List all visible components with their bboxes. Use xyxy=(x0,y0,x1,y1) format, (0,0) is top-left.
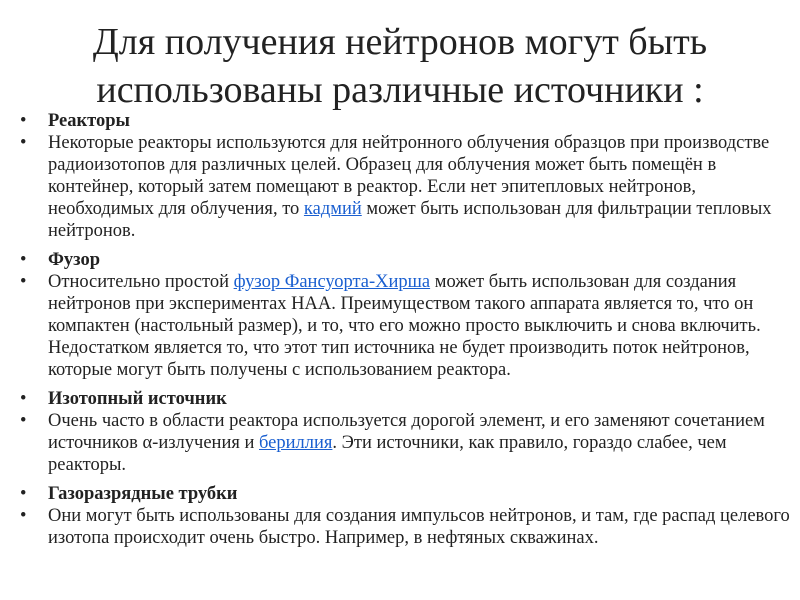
link-farnsworth-hirsch-fusor[interactable]: фузор Фансуорта-Хирша xyxy=(233,272,431,292)
body-text: может быть использован для создания нейтронов при экспериментах НАА. Преимуществом такого аппарата является то, что он компактен (настольный размер), и то, что его можно просто выключить и снова включить. Недостатком является то, что этот тип источника не будет производить поток нейтронов, которые могут быть получены с использованием реактора. xyxy=(48,272,761,380)
section-heading-discharge-tubes xyxy=(20,483,790,505)
body-text: Очень часто в области реактора используется дорогой элемент, и его заменяют сочетанием источников α-излучения и xyxy=(48,411,765,453)
section-body-discharge-tubes xyxy=(20,505,790,549)
section-heading-reactors xyxy=(20,110,790,132)
bullet-icon: • xyxy=(20,133,27,153)
body-text: . Эти источники, как правило, гораздо слабее, чем реакторы. xyxy=(48,433,727,475)
section-heading-text: Реакторы xyxy=(48,111,131,131)
body-text: может быть использован для фильтрации тепловых нейтронов. xyxy=(48,199,772,241)
slide-title-line-2: использованы различные источники : xyxy=(96,69,704,111)
link-beryllium[interactable]: бериллия xyxy=(259,433,333,453)
section-heading-isotope-source xyxy=(20,388,790,410)
slide-title-line-1: Для получения нейтронов могут быть xyxy=(92,21,708,63)
section-body-fusor xyxy=(20,271,790,381)
body-text: Они могут быть использованы для создания импульсов нейтронов, и там, где распад целевого изотопа происходит очень быстро. Например, в нефтяных скважинах. xyxy=(48,506,790,548)
section-heading-text: Изотопный источник xyxy=(48,389,227,409)
section-heading-text: Фузор xyxy=(48,250,101,270)
section-body-reactors xyxy=(20,132,790,242)
bullet-icon: • xyxy=(20,111,27,131)
link-cadmium[interactable]: кадмий xyxy=(303,199,362,219)
section-body-isotope-source xyxy=(20,410,790,476)
bullet-icon: • xyxy=(20,272,27,292)
body-text: Относительно простой xyxy=(48,272,234,292)
slide-title xyxy=(0,0,800,114)
source-list xyxy=(20,110,790,549)
bullet-icon: • xyxy=(20,411,27,431)
section-heading-text: Газоразрядные трубки xyxy=(48,484,238,504)
bullet-icon: • xyxy=(20,506,27,526)
section-heading-fusor xyxy=(20,249,790,271)
bullet-icon: • xyxy=(20,484,27,504)
body-text: Некоторые реакторы используются для нейтронного облучения образцов при производстве радиоизотопов для различных целей. Образец для облучения может быть помещён в контейнер, который затем помещают в реактор. Если нет эпитепловых нейтронов, необходимых для облучения, то xyxy=(48,133,770,219)
bullet-icon: • xyxy=(20,389,27,409)
bullet-icon: • xyxy=(20,250,27,270)
